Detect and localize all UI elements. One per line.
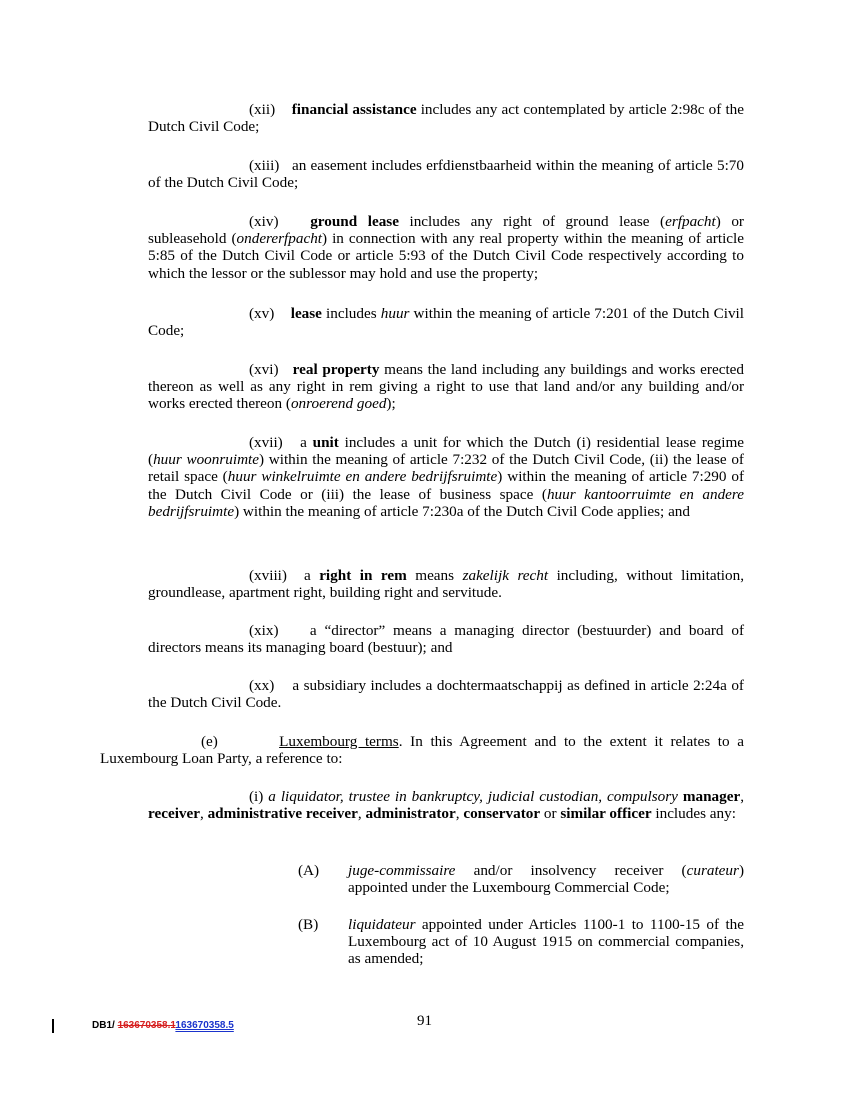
defined-term: ground lease: [310, 213, 399, 230]
defined-term: financial assistance: [291, 101, 417, 118]
item-label: (xx): [249, 677, 275, 694]
definition-xv: (xv) lease includes huur within the meaning of article 7:201 of the Dutch Civil Code;: [148, 305, 744, 340]
item-label: (xviii): [249, 567, 287, 584]
item-label: (B): [298, 916, 319, 933]
definition-xviii: (xviii) a right in rem means zakelijk recht including, without limitation, groundlease, apartment right, building right and servitude.: [148, 567, 744, 602]
document-id: DB1/ 163670358.1163670358.5: [92, 1020, 234, 1031]
defined-term: unit: [312, 434, 339, 451]
page-number: 91: [417, 1013, 432, 1029]
defined-term: right in rem: [319, 567, 407, 584]
definition-xx: (xx) a subsidiary includes a dochtermaatschappij as defined in article 2:24a of the Dutch Civil Code.: [148, 677, 744, 712]
item-label: (xii): [249, 101, 276, 118]
item-label: (xix): [249, 622, 279, 639]
definition-xix: (xix) a “director” means a managing director (bestuurder) and board of directors means its managing board (bestuur); and: [148, 622, 745, 657]
sub-item-B: [298, 916, 744, 968]
item-label: (xiv): [249, 213, 279, 230]
definition-xii: (xii) financial assistance includes any act contemplated by article 2:98c of the Dutch Civil Code;: [148, 101, 744, 136]
definition-xiv: (xiv) ground lease includes any right of ground lease (erfpacht) or subleasehold (ondererfpacht) in connection with any real property within the meaning of article 5:85 of the Dutch Civil Code or article 5:93 of the Dutch Civil Code respectively according to which the lessor or the sublessor may hold and use the property;: [148, 213, 744, 282]
definition-xvi: (xvi) real property means the land including any buildings and works erected thereon as well as any right in rem giving a right to use that land and/or any building and/or works erected thereon (onroerend goed);: [148, 361, 744, 413]
defined-term: real property: [292, 361, 380, 378]
item-body: liquidateur appointed under Articles 1100-1 to 1100-15 of the Luxembourg act of 10 August 1915 on commercial companies, as amended;: [348, 916, 744, 968]
clause-e-luxembourg-terms: (e) Luxembourg terms. In this Agreement and to the extent it relates to a Luxembourg Loan Party, a reference to:: [100, 733, 744, 768]
item-label: (i): [249, 788, 264, 805]
sub-item-A: [298, 862, 744, 896]
item-body: juge-commissaire and/or insolvency receiver (curateur) appointed under the Luxembourg Commercial Code;: [348, 862, 744, 897]
clause-i: (i) a liquidator, trustee in bankruptcy, judicial custodian, compulsory manager, receiver, administrative receiver, administrator, conservator or similar officer includes any:: [148, 788, 745, 823]
definition-xiii: (xiii) an easement includes erfdienstbaarheid within the meaning of article 5:70 of the Dutch Civil Code;: [148, 157, 744, 192]
item-label: (xiii): [249, 157, 280, 174]
clause-heading: Luxembourg terms: [279, 733, 399, 750]
item-label: (xvii): [249, 434, 283, 451]
item-label: (e): [201, 733, 218, 750]
item-label: (A): [298, 862, 320, 879]
item-label: (xv): [249, 305, 275, 322]
definition-xvii: (xvii) a unit includes a unit for which the Dutch (i) residential lease regime (huur woonruimte) within the meaning of article 7:232 of the Dutch Civil Code, (ii) the lease of retail space (huur winkelruimte en andere bedrijfsruimte) within the meaning of article 7:290 of the Dutch Civil Code or (iii) the lease of business space (huur kantoorruimte en andere bedrijfsruimte) within the meaning of article 7:230a of the Dutch Civil Code applies; and: [148, 434, 745, 520]
defined-term: lease: [290, 305, 322, 322]
deleted-doc-id: 163670358.1: [117, 1020, 176, 1031]
item-label: (xvi): [249, 361, 279, 378]
inserted-doc-id: 163670358.5: [175, 1020, 234, 1031]
